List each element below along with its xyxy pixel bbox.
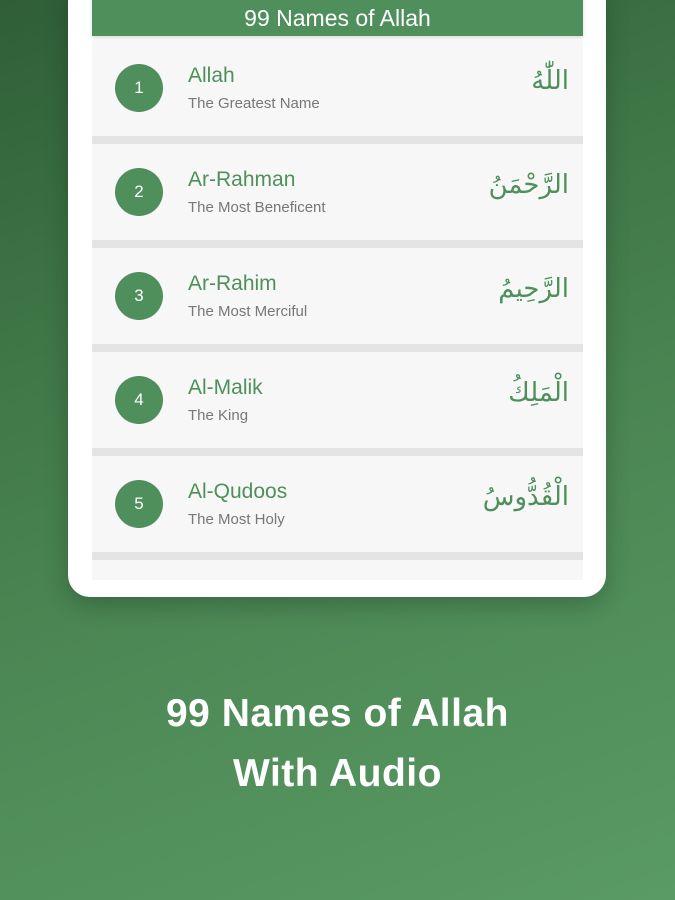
number-badge: 1 xyxy=(115,64,163,112)
app-bar xyxy=(92,0,583,36)
number-badge: 2 xyxy=(115,168,163,216)
number-badge: 5 xyxy=(115,480,163,528)
number-badge: 4 xyxy=(115,376,163,424)
name-transliteration: Ar-Rahim xyxy=(188,272,277,295)
list-item-partial xyxy=(92,560,583,580)
promo-caption-line-1: 99 Names of Allah xyxy=(165,692,509,735)
name-meaning: The Most Merciful xyxy=(188,303,308,320)
phone-frame xyxy=(68,0,606,597)
app-bar-title: 99 Names of Allah xyxy=(244,5,431,31)
name-transliteration: Al-Malik xyxy=(188,376,263,399)
name-arabic: الرَّحْمَنُ xyxy=(488,170,569,200)
number-badge: 3 xyxy=(115,272,163,320)
list-item-al-qudoos[interactable] xyxy=(92,456,583,560)
name-transliteration: Ar-Rahman xyxy=(188,168,296,191)
list-item-allah[interactable] xyxy=(92,40,583,144)
name-meaning: The King xyxy=(188,407,249,424)
name-transliteration: Al-Qudoos xyxy=(188,480,288,503)
list-item-ar-rahim[interactable] xyxy=(92,248,583,352)
name-arabic: الْقُدُّوسُ xyxy=(482,482,569,512)
list-item-ar-rahman[interactable] xyxy=(92,144,583,248)
name-transliteration: Allah xyxy=(188,64,235,87)
name-meaning: The Greatest Name xyxy=(188,95,320,112)
name-arabic: اللّٰهُ xyxy=(531,66,569,96)
list-item-al-malik[interactable] xyxy=(92,352,583,456)
name-meaning: The Most Beneficent xyxy=(188,199,326,216)
names-list xyxy=(92,40,583,580)
name-arabic: الرَّحِيمُ xyxy=(498,274,569,304)
promo-caption-line-2: With Audio xyxy=(233,752,442,795)
name-arabic: الْمَلِكُ xyxy=(508,378,569,408)
name-meaning: The Most Holy xyxy=(188,511,285,528)
